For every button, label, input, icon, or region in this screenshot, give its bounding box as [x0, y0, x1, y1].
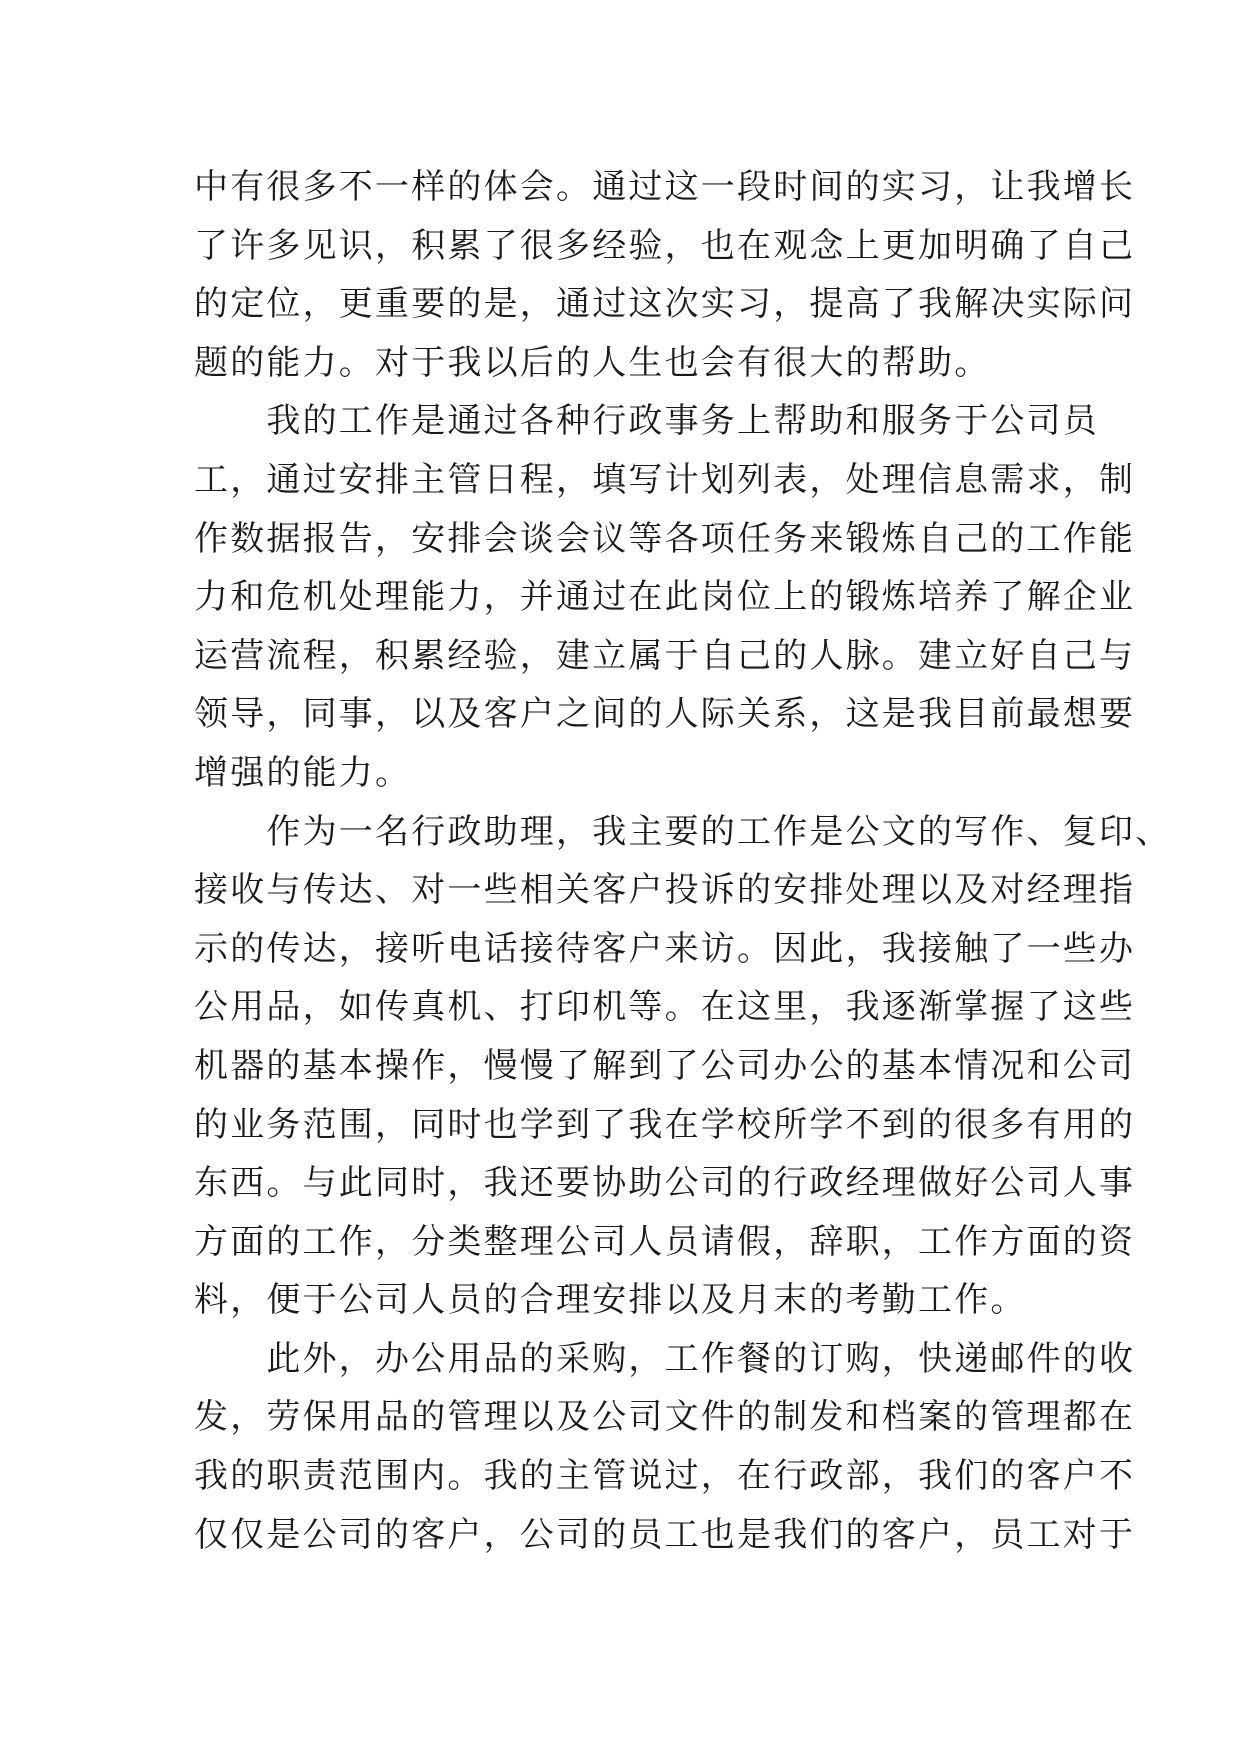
text-line: 接收与传达、对一些相关客户投诉的安排处理以及对经理指 — [194, 870, 1136, 911]
text-line: 我的职责范围内。我的主管说过，在行政部，我们的客户不 — [194, 1456, 1136, 1497]
text-line: 力和危机处理能力，并通过在此岗位上的锻炼培养了解企业 — [194, 577, 1136, 618]
text-line: 增强的能力。 — [194, 752, 412, 793]
text-line: 示的传达，接听电话接待客户来访。因此，我接触了一些办 — [194, 928, 1136, 969]
text-line: 机器的基本操作，慢慢了解到了公司办公的基本情况和公司 — [194, 1045, 1136, 1086]
text-line: 此外，办公用品的采购，工作餐的订购，快递邮件的收 — [194, 1338, 1136, 1379]
text-line: 公用品，如传真机、打印机等。在这里，我逐渐掌握了这些 — [194, 987, 1136, 1028]
text-line: 我的工作是通过各种行政事务上帮助和服务于公司员 — [194, 401, 1099, 442]
text-line: 运营流程，积累经验，建立属于自己的人脉。建立好自己与 — [194, 635, 1136, 676]
text-line: 的定位，更重要的是，通过这次实习，提高了我解决实际问 — [194, 284, 1136, 325]
text-line: 东西。与此同时，我还要协助公司的行政经理做好公司人事 — [194, 1163, 1136, 1204]
text-line: 的业务范围，同时也学到了我在学校所学不到的很多有用的 — [194, 1104, 1136, 1145]
text-line: 工，通过安排主管日程，填写计划列表，处理信息需求，制 — [194, 459, 1136, 500]
text-line: 发，劳保用品的管理以及公司文件的制发和档案的管理都在 — [194, 1397, 1136, 1438]
text-line: 方面的工作，分类整理公司人员请假，辞职，工作方面的资 — [194, 1221, 1136, 1262]
text-line: 仅仅是公司的客户，公司的员工也是我们的客户，员工对于 — [194, 1514, 1136, 1555]
text-line: 作为一名行政助理，我主要的工作是公文的写作、复印、 — [194, 811, 1172, 852]
text-line: 领导，同事，以及客户之间的人际关系，这是我目前最想要 — [194, 694, 1136, 735]
text-line: 作数据报告，安排会谈会议等各项任务来锻炼自己的工作能 — [194, 518, 1136, 559]
text-line: 料，便于公司人员的合理安排以及月末的考勤工作。 — [194, 1280, 1027, 1321]
text-line: 题的能力。对于我以后的人生也会有很大的帮助。 — [194, 342, 991, 383]
text-line: 中有很多不一样的体会。通过这一段时间的实习，让我增长 — [194, 167, 1136, 207]
text-line: 了许多见识，积累了很多经验，也在观念上更加明确了自己 — [194, 225, 1136, 266]
document-body — [194, 158, 1172, 1564]
